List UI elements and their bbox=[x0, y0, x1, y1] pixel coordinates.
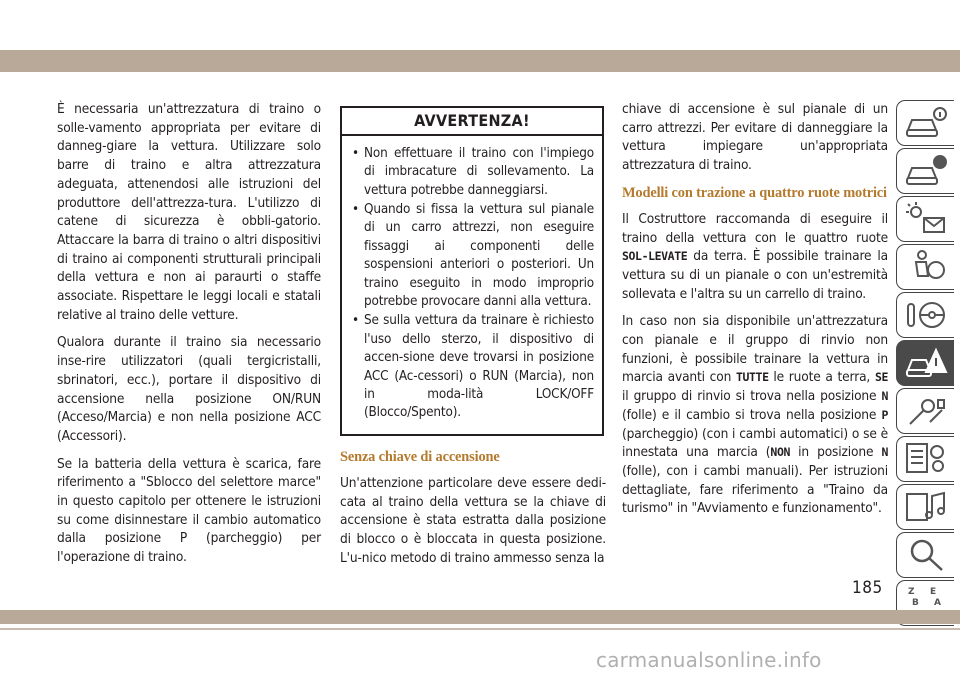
warning-item: • Non effettuare il traino con l'impiego di imbracature di sollevamento. La vettura potrebbe danneggiarsi. bbox=[352, 145, 594, 200]
tab-hazard[interactable] bbox=[896, 340, 954, 386]
warning-item: • Se sulla vettura da trainare è richiesto l'uso dello sterzo, il dispositivo di accen-sione deve trovarsi in posizione ACC (Ac-cessori) o RUN (Marcia), non in moda-lità LOCK/OFF (Blocco/Spento). bbox=[352, 312, 594, 422]
tab-safety[interactable] bbox=[896, 244, 954, 290]
column-1 bbox=[57, 100, 321, 576]
text-run: (folle), con i cambi manuali). Per istruzioni dettagliate, fare riferimento a "Traino da turismo" in "Avviamento e funzionamento". bbox=[622, 462, 888, 517]
tab-lights-message[interactable] bbox=[896, 196, 954, 242]
safety-airbag-icon bbox=[904, 248, 948, 286]
search-icon bbox=[904, 536, 948, 574]
tab-search[interactable] bbox=[896, 532, 954, 578]
text-run: da terra. È possibile trainare la vettura su di un pianale o con un'estremità sollevata e l'altra su un carrello di traino. bbox=[622, 248, 888, 302]
section-heading: Senza chiave di accensione bbox=[340, 448, 500, 465]
emphasis: SOL-LEVATE bbox=[622, 249, 688, 264]
maintenance-wrench-icon bbox=[904, 392, 948, 430]
tab-settings-list[interactable] bbox=[896, 436, 954, 482]
paragraph: Un'attenzione particolare deve essere dedi-cata al traino della vettura se la chiave di accensione è stata estratta dalla posizione di blocco o è bloccata in questa posizione. L'u-nico metodo di traino ammesso senza la bbox=[340, 474, 606, 566]
text-run: le ruote a terra, bbox=[768, 369, 875, 386]
text-run: in posizione bbox=[790, 444, 882, 461]
tab-car-warning[interactable] bbox=[896, 148, 954, 194]
steering-wheel-icon bbox=[904, 296, 948, 334]
index-letter: B bbox=[911, 598, 919, 608]
tab-maintenance[interactable] bbox=[896, 388, 954, 434]
tab-steering[interactable] bbox=[896, 292, 954, 338]
paragraph bbox=[622, 312, 888, 518]
emphasis: NON bbox=[770, 445, 790, 460]
hazard-car-icon bbox=[904, 344, 948, 382]
paragraph: chiave di accensione è sul pianale di un carro attrezzi. Per evitare di danneggiare la vettura impiegare un'appropriata attrezzatura di traino. bbox=[622, 101, 888, 174]
footer-band bbox=[0, 610, 960, 624]
index-letter: A bbox=[933, 598, 941, 608]
warning-title: AVVERTENZA! bbox=[342, 108, 602, 136]
index-letter: E bbox=[929, 587, 936, 597]
warning-item: • Quando si fissa la vettura sul pianale di un carro attrezzi, non eseguire fissaggi ai componenti delle sospensioni anteriori o posteriori. Un traino eseguito in modo improprio potrebbe provocare danni alla vettura. bbox=[352, 201, 594, 311]
settings-list-icon bbox=[904, 440, 948, 478]
watermark: carmanualsonline.info bbox=[596, 648, 822, 672]
column-3 bbox=[622, 100, 888, 527]
tab-media[interactable] bbox=[896, 484, 954, 530]
media-music-icon bbox=[904, 488, 948, 526]
section-heading: Modelli con trazione a quattro ruote motrici bbox=[622, 184, 887, 201]
car-info-icon bbox=[904, 104, 948, 142]
column-2 bbox=[340, 106, 606, 576]
text-run: In caso non sia disponibile un'attrezzatura con pianale e il gruppo di rinvio non funzioni, è possibile trainare la vettura in marcia avanti con bbox=[622, 313, 888, 386]
paragraph bbox=[622, 210, 888, 304]
tab-car-info[interactable] bbox=[896, 100, 954, 146]
footer-line bbox=[0, 628, 960, 630]
emphasis: P bbox=[881, 407, 888, 422]
car-warning-icon bbox=[904, 152, 948, 190]
text-run: (parcheggio) (con i cambi automatici) o se è innestata una marcia ( bbox=[622, 425, 888, 461]
warning-box bbox=[340, 106, 604, 436]
header-band bbox=[0, 50, 960, 72]
index-letter: Z bbox=[907, 587, 915, 597]
paragraph: Qualora durante il traino sia necessario inse-rire utilizzatori (quali tergicristalli, sbrinatori, ecc.), portare il dispositivo di accensione nella posizione ON/RUN (Acceso/Marcia) e non nella posizione ACC (Accessori). bbox=[57, 334, 321, 444]
text-run: il gruppo di rinvio si trova nella posizione bbox=[622, 388, 882, 405]
text-run: Il Costruttore raccomanda di eseguire il traino della vettura con le quattro ruote bbox=[622, 210, 888, 246]
paragraph: È necessaria un'attrezzatura di traino o solle-vamento appropriata per evitare di danneg-giare la vettura. Utilizzare solo barre di traino e altra attrezzatura adeguata, attenendosi alle istruzioni del produttore dell'attrezza-tura. L'utilizzo di catene di sicurezza è obbli-gatorio. Attaccare la barra di traino o altri dispositivi di traino ai componenti strutturali principali della vettura e non ai paraurti o staffe associate. Rispettare le leggi locali e statali relative al traino delle vetture. bbox=[57, 101, 321, 323]
emphasis: N bbox=[881, 389, 888, 404]
emphasis: N bbox=[881, 445, 888, 460]
paragraph: Se la batteria della vettura è scarica, fare riferimento a "Sblocco del selettore marce" in questo capitolo per ottenere le istruzioni su come disinnestare il cambio automatico dalla posizione P (parcheggio) per l'operazione di traino. bbox=[57, 455, 321, 566]
lights-message-icon bbox=[904, 200, 948, 238]
emphasis: SE bbox=[874, 370, 888, 385]
text-run: (folle) e il cambio si trova nella posizione bbox=[622, 406, 882, 423]
warning-list bbox=[342, 136, 602, 434]
emphasis: TUTTE bbox=[735, 370, 769, 385]
page-number: 185 bbox=[852, 578, 883, 598]
